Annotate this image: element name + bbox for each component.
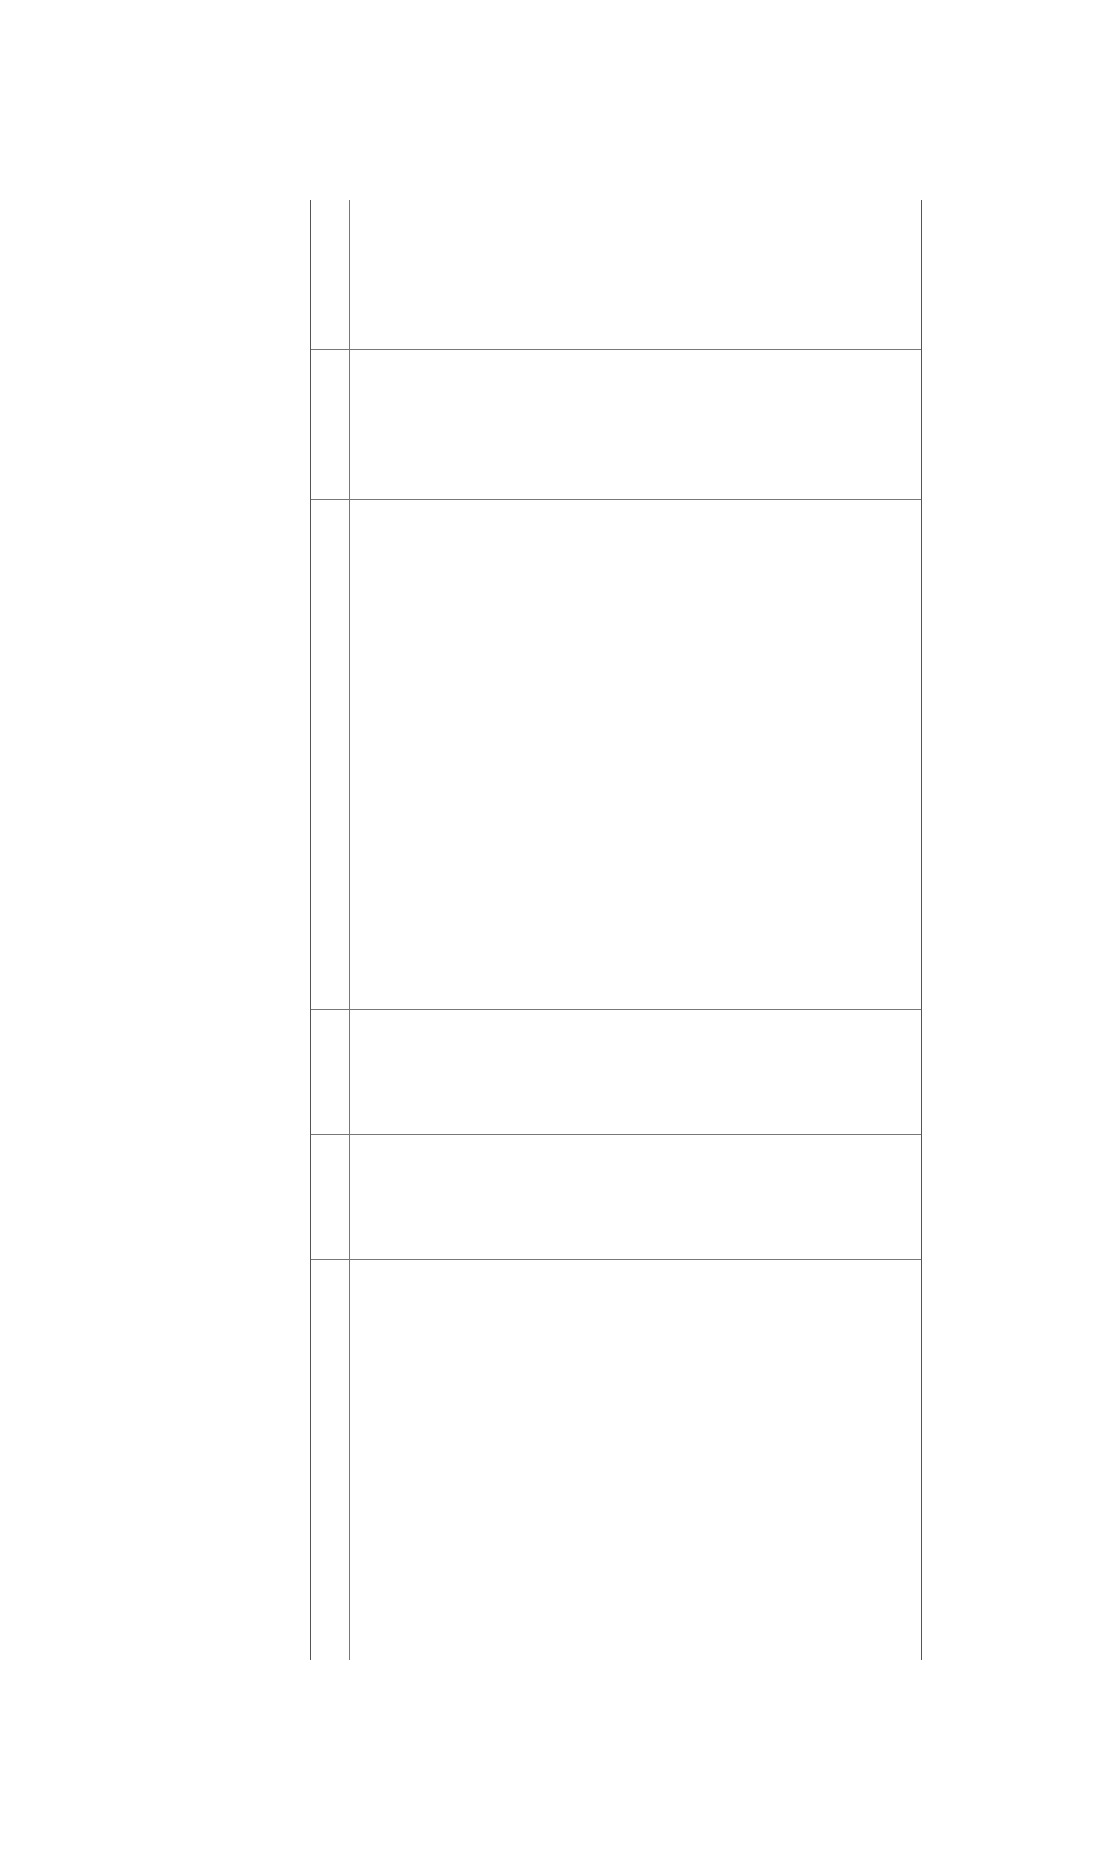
exp-year-current-header: [313, 1135, 347, 1260]
units-row: [355, 200, 371, 1660]
rotated-statement: [210, 200, 930, 1660]
exp-year-previous-header: [313, 1010, 347, 1135]
inc-year-current-header: [313, 350, 347, 500]
col-divider: [311, 1259, 921, 1260]
inc-year-previous-header: [313, 200, 347, 350]
revenue-ledger: [310, 200, 922, 1660]
col-divider: [311, 349, 921, 350]
income-header: [313, 500, 347, 1010]
expenditure-header: [313, 1260, 347, 1660]
col-divider: [311, 499, 921, 500]
col-divider: [311, 1134, 921, 1135]
header-rule: [349, 200, 350, 1660]
col-divider: [311, 1009, 921, 1010]
